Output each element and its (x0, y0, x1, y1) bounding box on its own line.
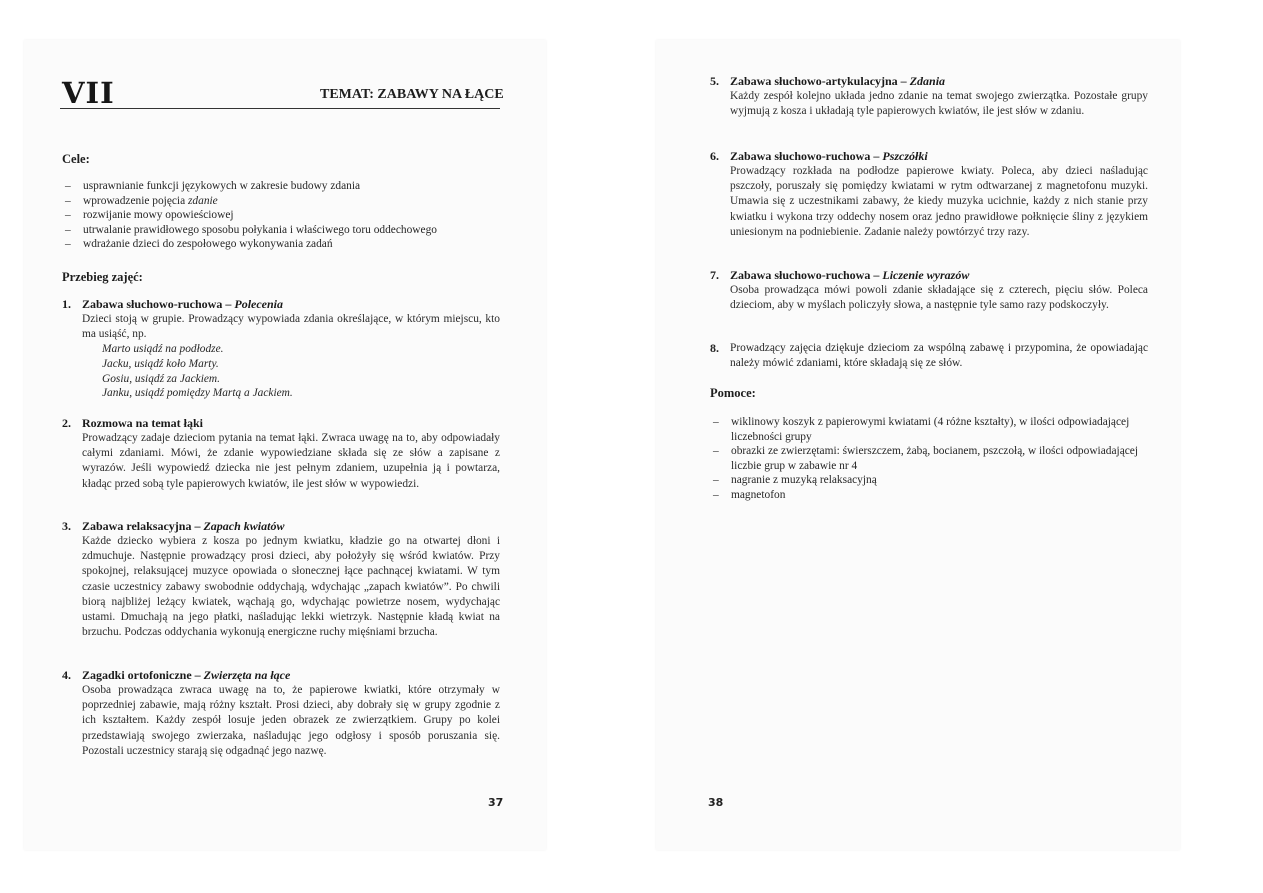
exercise-text: Każde dziecko wybiera z kosza po jednym kwiatku, kładzie go na otwartej dłoni i zdmuchuje. Następnie prowadzący prosi dzieci, aby położyły się wśród kwiatów. Przy spokojnej, relaksującej muzyce opowiada o słonecznej łące pachnącej kwiatami. W tym czasie uczestnicy zabawy swobodnie oddychają, wdychając „zapach kwiatów”. Po chwili biorą najbliżej leżący kwiatek, wąchają go, wdychając powietrze nosem, wydychając ustami. Dmuchają na jego płatki, naśladując lekki wietrzyk. Następnie kładą kwiat na brzuchu. Podczas oddychania wykonują energiczne ruchy mięśniami brzucha. (82, 535, 500, 639)
aids-list (710, 415, 1148, 503)
list-item: – wdrażanie dzieci do zespołowego wykonywania zadań (62, 237, 502, 252)
list-item: – nagranie z muzyką relaksacyjną (710, 473, 1148, 488)
exercise-3 (62, 519, 500, 640)
exercise-title: 1. Zabawa słuchowo-ruchowa – Polecenia (62, 297, 284, 311)
exercise-8: 8. Prowadzący zajęcia dziękuje dzieciom za wspólną zabawę i przypomina, że opowiadając należy mówić zdaniami, które składają się ze słów. (710, 341, 1148, 370)
list-item: – rozwijanie mowy opowieściowej (62, 208, 502, 223)
exercise-title: 3. Zabawa relaksacyjna – Zapach kwiatów (62, 519, 285, 533)
exercise-6 (710, 149, 1148, 240)
exercise-title: 2. Rozmowa na temat łąki (62, 416, 203, 430)
list-item: – obrazki ze zwierzętami: świerszczem, żabą, bocianem, pszczołą, w ilości odpowiadającej liczbie grup w zabawie nr 4 (710, 444, 1148, 473)
page-number: 37 (488, 796, 504, 809)
exercise-title: 6. Zabawa słuchowo-ruchowa – Pszczółki (710, 149, 928, 163)
exercise-text: Osoba prowadząca mówi powoli zdanie składające się z czterech, pięciu słów. Poleca dzieciom, aby w myślach policzyły słowa, a następnie tyle samo razy podskoczyły. (730, 284, 1148, 312)
course-heading: Przebieg zajęć: (62, 270, 143, 284)
exercise-text: Prowadzący zadaje dzieciom pytania na temat łąki. Zwraca uwagę na to, aby odpowiadały całymi zdaniami. Mówi, że zdanie wypowiedziane składa się ze słów a zapisane z wyrazów. Jeśli wypowiedź dziecka nie jest pełnym zdaniem, uzupełnia ją i powtarza, kładąc przed sobą tyle papierowych kwiatów, ile jest słów w wypowiedzi. (82, 432, 500, 490)
exercise-text: Osoba prowadząca zwraca uwagę na to, że papierowe kwiatki, które otrzymały w poprzedniej zabawie, mają różny kształt. Prosi dzieci, aby dobrały się w grupy zgodnie z ich kształtem. Każdy zespół losuje jeden obrazek ze zwierzątkiem. Grupy po kolei przedstawiają swojego zwierzaka, naśladując jego odgłosy i sposób poruszania się. Pozostali uczestnicy starają się odgadnąć jego nazwę. (82, 684, 500, 757)
page-title: TEMAT: ZABAWY NA ŁĄCE (320, 87, 504, 102)
chapter-number: VII (62, 76, 115, 110)
exercise-4 (62, 668, 500, 759)
list-item: – wiklinowy koszyk z papierowymi kwiatami (4 różne kształty), w ilości odpowiadającej liczebności grupy (710, 415, 1148, 444)
left-page (24, 40, 546, 850)
exercise-title: 5. Zabawa słuchowo-artykulacyjna – Zdania (710, 74, 946, 88)
exercise-1 (62, 297, 500, 401)
goals-list (62, 179, 502, 252)
exercise-text: Prowadzący rozkłada na podłodze papierowe kwiaty. Poleca, aby dzieci naśladując pszczoły, poruszały się pomiędzy kwiatami w rytm odtwarzanej z magnetofonu muzyki. Umawia się z uczestnikami zabawy, że kiedy muzyka ucichnie, każdy z nich stanie przy kwiatku i wykona trzy oddechy nosem oraz jedno prawidłowe połknięcie śliny z językiem uniesionym na podniebienie. Zadanie należy powtórzyć trzy razy. (730, 165, 1148, 238)
title-rule (60, 108, 500, 109)
list-item: – usprawnianie funkcji językowych w zakresie budowy zdania (62, 179, 502, 194)
exercise-text: Każdy zespół kolejno układa jedno zdanie na temat swojego zwierzątka. Pozostałe grupy wyjmują z kosza i układają tyle papierowych kwiatów, ile jest słów w zdaniu. (730, 90, 1148, 118)
list-item: – magnetofon (710, 488, 1148, 503)
exercise-title: 7. Zabawa słuchowo-ruchowa – Liczenie wyrazów (710, 268, 970, 282)
exercise-7 (710, 268, 1148, 313)
exercise-2 (62, 416, 500, 492)
list-item: – utrwalanie prawidłowego sposobu połykania i właściwego toru oddechowego (62, 223, 502, 238)
exercise-text: Prowadzący zajęcia dziękuje dzieciom za wspólną zabawę i przypomina, że opowiadając należy mówić zdaniami, które składają się ze słów. (730, 342, 1148, 370)
example-sentences: Marto usiądź na podłodze. Jacku, usiądź koło Marty. Gosiu, usiądź za Jackiem. Janku, usiądź pomiędzy Martą a Jackiem. (102, 343, 293, 400)
goals-heading: Cele: (62, 152, 90, 166)
exercise-title: 4. Zagadki ortofoniczne – Zwierzęta na łące (62, 668, 291, 682)
exercise-5 (710, 74, 1148, 119)
right-page (656, 40, 1180, 850)
aids-heading: Pomoce: (710, 386, 756, 400)
page-number: 38 (708, 796, 724, 809)
exercise-text: Dzieci stoją w grupie. Prowadzący wypowiada zdania określające, w którym miejscu, kto ma usiąść, np. (82, 313, 500, 341)
list-item: – wprowadzenie pojęcia zdanie (62, 194, 502, 209)
